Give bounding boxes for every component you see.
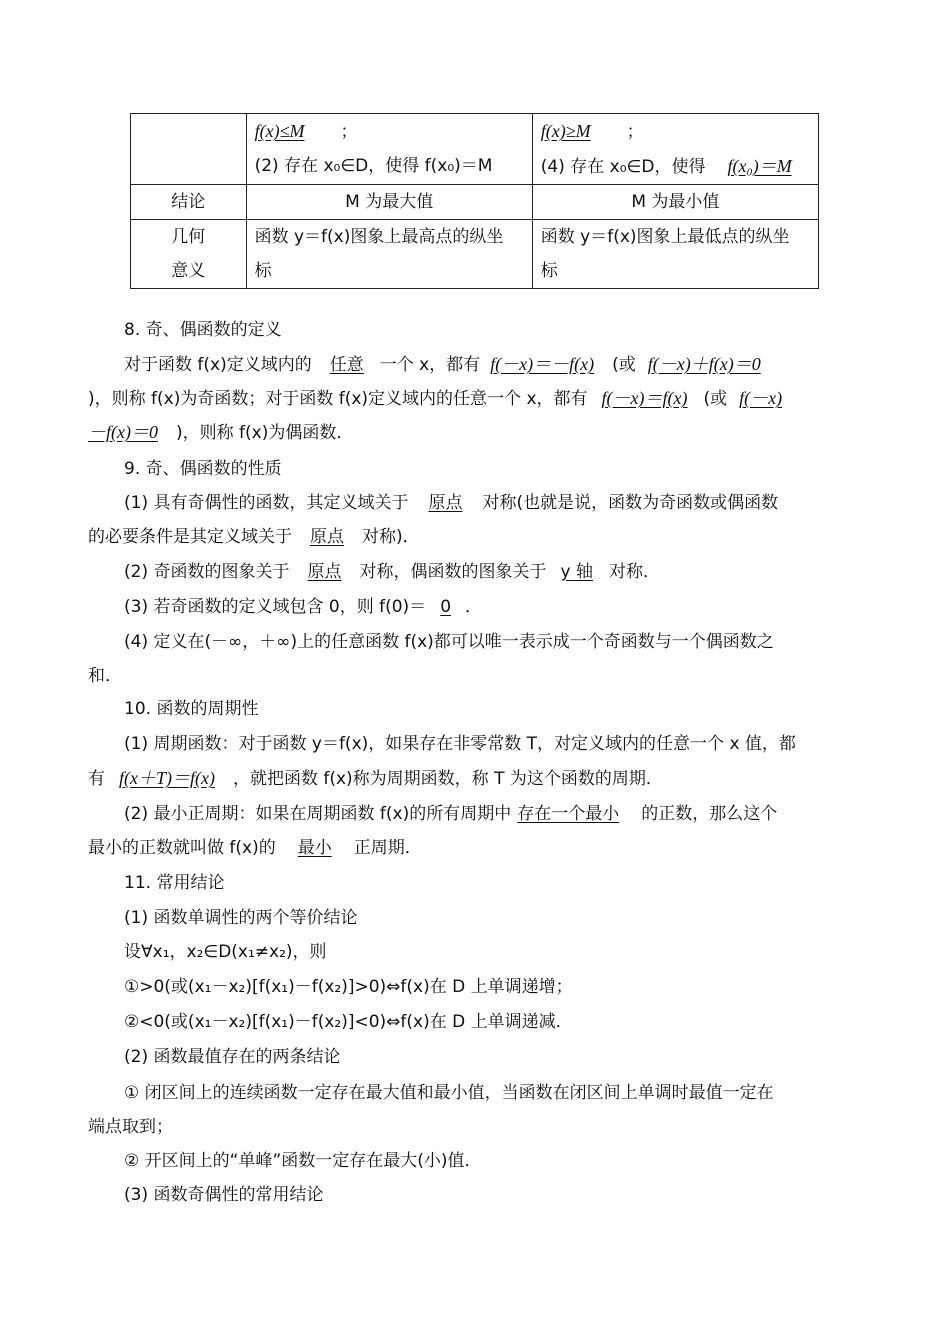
text: (2) 奇函数的图象关于 (124, 562, 290, 582)
text: ； (626, 122, 644, 142)
text: ，就把函数 f(x)称为周期函数，称 T 为这个函数的周期． (232, 769, 663, 789)
subheading: (2) 函数最值存在的两条结论 (124, 1047, 341, 1067)
section-heading-10: 10. 函数的周期性 (124, 699, 259, 719)
paragraph-line (124, 347, 866, 381)
text: (或 (703, 389, 728, 409)
row-label-conclusion: 结论 (131, 185, 247, 220)
blank-answer: 0 (440, 597, 452, 617)
text: 标 (540, 261, 558, 281)
blank-answer: 存在一个最小 (517, 804, 620, 824)
table-row (131, 220, 819, 289)
subheading: (3) 函数奇偶性的常用结论 (124, 1185, 324, 1205)
blank-answer: 任意 (329, 355, 364, 375)
paragraph-line: 和． (88, 666, 122, 686)
extrema-table (130, 113, 819, 289)
text: (1) 具有奇偶性的函数，其定义域关于 (124, 493, 409, 513)
table-row (131, 114, 819, 185)
paragraph-line: (4) 定义在(－∞，＋∞)上的任意函数 f(x)都可以唯一表示成一个奇函数与一个偶函数之 (124, 632, 774, 652)
paragraph-line: 设∀x₁，x₂∈D(x₁≠x₂)，则 (124, 942, 327, 962)
text: ； (340, 122, 358, 142)
table-cell (532, 220, 818, 289)
text: 正周期． (353, 838, 422, 858)
text: 的必要条件是其定义域关于 (88, 527, 292, 547)
text: 几何 (171, 227, 206, 247)
text: 函数 y＝f(x)图象上最高点的纵坐 (254, 227, 504, 247)
paragraph-line: ① 闭区间上的连续函数一定存在最大值和最小值，当函数在闭区间上单调时最值一定在 (124, 1083, 774, 1103)
text: 的正数，那么这个 (641, 804, 778, 824)
table-cell-max-condition (246, 114, 532, 185)
section-heading-9: 9. 奇、偶函数的性质 (124, 459, 282, 479)
text: ． (465, 597, 483, 617)
section-heading-11: 11. 常用结论 (124, 873, 225, 893)
text: 意义 (171, 261, 206, 281)
subheading: (1) 函数单调性的两个等价结论 (124, 908, 358, 928)
text: (4) 存在 x₀∈D，使得 (540, 157, 706, 177)
text: 对称(也就是说，函数为奇函数或偶函数 (482, 493, 779, 513)
section-heading-8: 8. 奇、偶函数的定义 (124, 320, 282, 340)
paragraph-line (124, 555, 866, 589)
paragraph-line (124, 590, 866, 624)
blank-answer: f(－x)＝f(x) (601, 388, 688, 408)
paragraph-line: ②<0(或(x₁－x₂)[f(x₁)－f(x₂)]<0)⇔f(x)在 D 上单调递减． (124, 1012, 573, 1032)
text: (3) 若奇函数的定义域包含 0，则 f(0)＝ (124, 597, 427, 617)
table-cell (246, 220, 532, 289)
blank-answer: f(－x) (739, 388, 783, 408)
table-row (131, 185, 819, 220)
table-cell: M 为最大值 (246, 185, 532, 220)
text: 对称)． (362, 527, 420, 547)
paragraph-line (88, 831, 866, 865)
text: 函数 y＝f(x)图象上最低点的纵坐 (540, 227, 790, 247)
blank-answer: 原点 (428, 493, 463, 513)
blank-answer: f(－x)＋f(x)＝0 (647, 354, 761, 374)
text: (或 (612, 355, 636, 375)
text: (2) 最小正周期：如果在周期函数 f(x)的所有周期中 (124, 804, 512, 824)
paragraph-line: 端点取到； (88, 1117, 173, 1137)
blank-answer: f(－x)＝－f(x) (490, 354, 595, 374)
text: 对称． (608, 562, 660, 582)
paragraph-line: ①>0(或(x₁－x₂)[f(x₁)－f(x₂)]>0)⇔f(x)在 D 上单调递增； (124, 977, 573, 997)
text: 最小的正数就叫做 f(x)的 (88, 838, 276, 858)
paragraph-line (88, 761, 866, 795)
blank-answer: y 轴 (560, 562, 593, 582)
paragraph-line (88, 415, 866, 449)
row-label-geometric-meaning (131, 220, 247, 289)
blank-answer: 原点 (307, 562, 342, 582)
table-cell-empty (131, 114, 247, 185)
paragraph-line (124, 797, 866, 831)
paragraph-line (88, 520, 866, 554)
blank-answer: f(x)≥M (540, 121, 591, 141)
text: 对于函数 f(x)定义域内的 (124, 355, 312, 375)
blank-answer: －f(x)＝0 (88, 422, 158, 442)
text: 标 (254, 261, 272, 281)
blank-answer: f(x)≤M (254, 121, 305, 141)
text: 有 (88, 769, 105, 789)
text: (2) 存在 x₀∈D，使得 f(x₀)＝M (254, 156, 493, 176)
table-cell-min-condition (532, 114, 818, 185)
table-cell: M 为最小值 (532, 185, 818, 220)
text: 一个 x，都有 (379, 355, 481, 375)
paragraph-line: ② 开区间上的“单峰”函数一定存在最大(小)值． (124, 1151, 482, 1171)
paragraph-line (88, 381, 866, 415)
blank-answer: f(x＋T)＝f(x) (119, 768, 215, 788)
text: 对称，偶函数的图象关于 (359, 562, 547, 582)
paragraph-line (124, 486, 866, 520)
blank-answer: f(x₀)＝M (727, 156, 792, 176)
text: )，则称 f(x)为奇函数；对于函数 f(x)定义域内的任意一个 x，都有 (88, 389, 588, 409)
paragraph-line: (1) 周期函数：对于函数 y＝f(x)，如果存在非零常数 T，对定义域内的任意一个 x 值，都 (124, 734, 796, 754)
text: )，则称 f(x)为偶函数． (175, 423, 354, 443)
blank-answer: 最小 (297, 838, 332, 858)
blank-answer: 原点 (310, 527, 344, 547)
